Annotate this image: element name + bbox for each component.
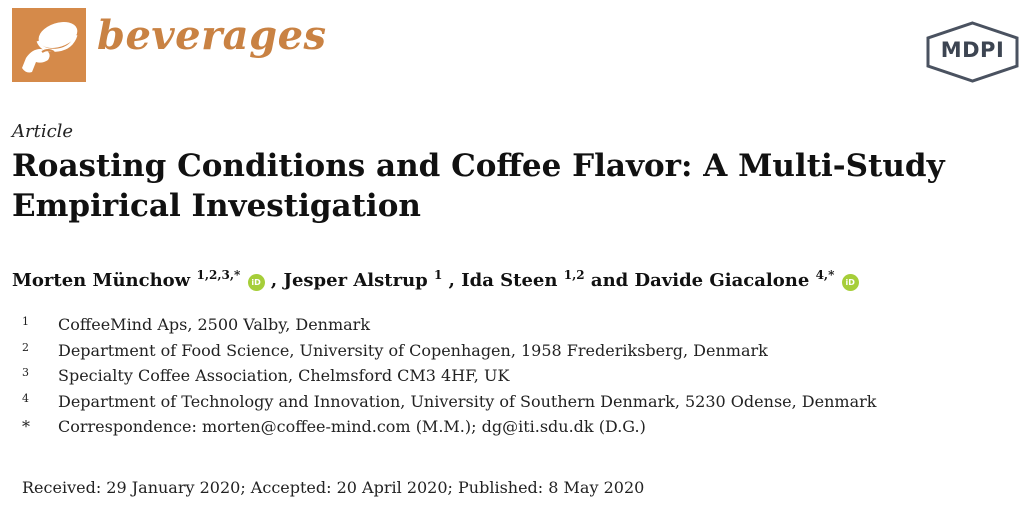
author-name: Ida Steen [461, 270, 558, 291]
correspondence-item: * Correspondence: morten@coffee-mind.com (M.M.); dg@iti.sdu.dk (D.G.) [22, 417, 646, 437]
author-separator: , [270, 270, 284, 291]
affiliation-item: 2 Department of Food Science, University of Copenhagen, 1958 Frederiksberg, Denmark [22, 340, 768, 360]
author-4[interactable] [635, 270, 859, 291]
author-separator: , [448, 270, 462, 291]
journal-logo [12, 8, 86, 82]
publication-dates: Received: 29 January 2020; Accepted: 20 April 2020; Published: 8 May 2020 [22, 478, 645, 497]
affiliation-text: CoffeeMind Aps, 2500 Valby, Denmark [58, 315, 371, 334]
affiliation-item: 1 CoffeeMind Aps, 2500 Valby, Denmark [22, 315, 371, 334]
correspondence-text[interactable]: Correspondence: morten@coffee-mind.com (M.M.); dg@iti.sdu.dk (D.G.) [58, 417, 646, 437]
author-affiliation-marks: 1 [434, 268, 443, 282]
author-affiliation-marks: 1,2,3,* [196, 268, 241, 282]
author-affiliation-marks: 4,* [815, 268, 835, 282]
article-title: Roasting Conditions and Coffee Flavor: A Multi-Study Empirical Investigation [12, 148, 945, 224]
affiliation-item: 3 Specialty Coffee Association, Chelmsford CM3 4HF, UK [22, 366, 510, 386]
author-1[interactable] [12, 270, 271, 291]
publisher-logo [925, 21, 1020, 83]
affiliation-list [22, 312, 876, 440]
author-separator: and [590, 270, 635, 291]
affiliation-item: 4 Department of Technology and Innovation, University of Southern Denmark, 5230 Odense, Denmark [22, 391, 877, 411]
author-name: Jesper Alstrup [283, 270, 428, 291]
author-3[interactable] [461, 270, 591, 291]
author-affiliation-marks: 1,2 [563, 268, 585, 282]
affiliation-text: Department of Food Science, University of Copenhagen, 1958 Frederiksberg, Denmark [58, 340, 768, 360]
author-list [12, 270, 859, 291]
orcid-icon[interactable]: iD [248, 274, 265, 291]
publisher-name: MDPI [940, 38, 1005, 62]
coffee-cup-hand-icon [12, 8, 86, 82]
journal-name: beverages [97, 12, 327, 59]
author-name: Morten Münchow [12, 270, 191, 291]
author-name: Davide Giacalone [634, 270, 810, 291]
affiliation-text: Specialty Coffee Association, Chelmsford CM3 4HF, UK [58, 366, 510, 386]
author-2[interactable] [283, 270, 448, 291]
affiliation-text: Department of Technology and Innovation, University of Southern Denmark, 5230 Odense, Denmark [58, 391, 877, 411]
article-type: Article [12, 121, 74, 142]
orcid-icon[interactable]: iD [842, 274, 859, 291]
